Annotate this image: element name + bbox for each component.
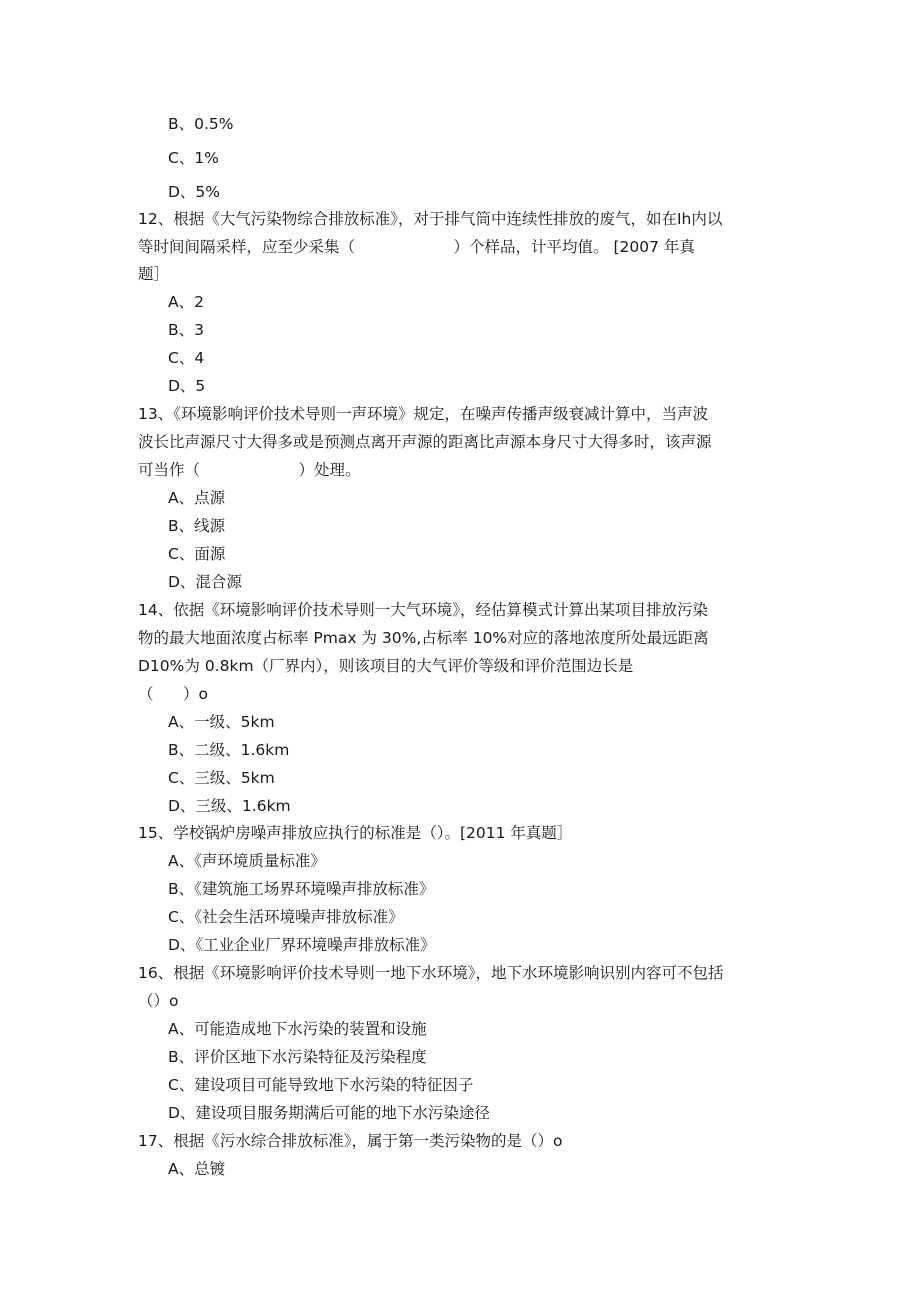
q14-option-b: B、二级、1.6km <box>168 741 290 759</box>
q12-option-b: B、3 <box>168 321 204 339</box>
q17-option-a: A、总镀 <box>168 1160 226 1178</box>
q14-text-line-1: 14、依据《环境影响评价技术导则一大气环境》，经估算模式计算出某项目排放污染 <box>138 601 708 619</box>
q15-text-line-1: 15、学校锅炉房噪声排放应执行的标准是（）。[2011 年真题］ <box>138 824 573 842</box>
q13-text-line-3: 可当作（ ）处理。 <box>138 461 361 479</box>
q11-option-b: B、0.5% <box>168 115 234 133</box>
q13-option-c: C、面源 <box>168 545 226 563</box>
q13-option-b: B、线源 <box>168 517 226 535</box>
q16-text-line-2: （）o <box>138 992 179 1010</box>
q16-option-c: C、建设项目可能导致地下水污染的特征因子 <box>168 1076 474 1094</box>
q12-option-c: C、4 <box>168 349 205 367</box>
q13-text-line-2: 波长比声源尺寸大得多或是预测点离开声源的距离比声源本身尺寸大得多时，该声源 <box>138 433 712 451</box>
q16-text-line-1: 16、根据《环境影响评价技术导则一地下水环境》，地下水环境影响识别内容可不包括 <box>138 964 724 982</box>
q12-text-line-2: 等时间间隔采样，应至少采集（ ）个样品，计平均值。 [2007 年真 <box>138 238 695 256</box>
q12-text-line-3: 题］ <box>138 265 170 283</box>
q12-text-line-1: 12、根据《大气污染物综合排放标准》，对于排气筒中连续性排放的废气，如在Ih内以 <box>138 210 723 228</box>
q14-option-d: D、三级、1.6km <box>168 797 291 815</box>
q16-option-b: B、评价区地下水污染特征及污染程度 <box>168 1048 427 1066</box>
q11-option-c: C、1% <box>168 149 219 167</box>
q14-option-a: A、一级、5km <box>168 713 275 731</box>
q15-option-d: D、《工业企业厂界环境噪声排放标准》 <box>168 936 436 954</box>
q11-option-d: D、5% <box>168 183 221 201</box>
q15-option-b: B、《建筑施工场界环境噪声排放标准》 <box>168 880 435 898</box>
q17-text-line-1: 17、根据《污水综合排放标准》，属于第一类污染物的是（）o <box>138 1132 563 1150</box>
q16-option-a: A、可能造成地下水污染的装置和设施 <box>168 1020 427 1038</box>
q13-option-a: A、点源 <box>168 489 226 507</box>
q14-text-line-2: 物的最大地面浓度占标率 Pmax 为 30%,占标率 10%对应的落地浓度所处最远距离 <box>138 629 709 647</box>
q13-text-line-1: 13、《环境影响评价技术导则一声环境》规定，在噪声传播声级衰减计算中，当声波 <box>138 405 708 423</box>
q14-option-c: C、三级、5km <box>168 769 275 787</box>
q14-text-line-4: （ ）o <box>138 685 209 703</box>
q16-option-d: D、建设项目服务期满后可能的地下水污染途径 <box>168 1104 490 1122</box>
q14-text-line-3: D10%为 0.8km（厂界内），则该项目的大气评价等级和评价范围边长是 <box>138 657 634 675</box>
q13-option-d: D、混合源 <box>168 573 242 591</box>
q12-option-d: D、5 <box>168 377 206 395</box>
q15-option-a: A、《声环境质量标准》 <box>168 852 326 870</box>
q15-option-c: C、《社会生活环境噪声排放标准》 <box>168 908 404 926</box>
q12-option-a: A、2 <box>168 293 204 311</box>
